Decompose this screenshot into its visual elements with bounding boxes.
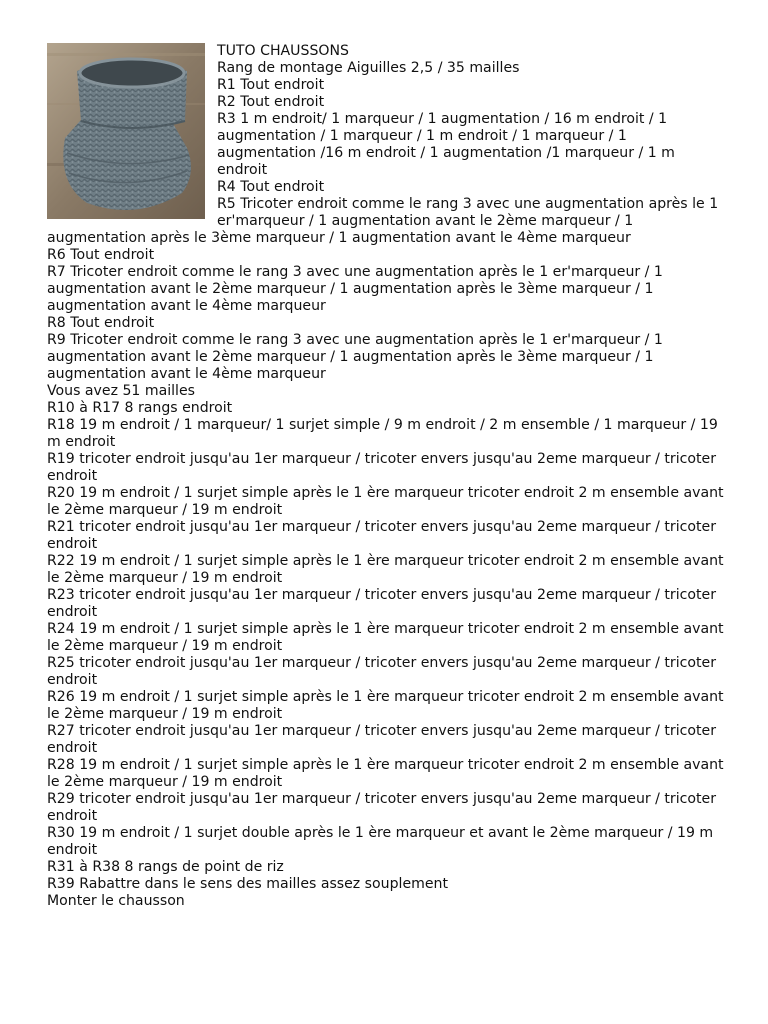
instruction-line: R31 à R38 8 rangs de point de riz <box>47 859 284 875</box>
instruction-line: R27 tricoter endroit jusqu'au 1er marqueur / tricoter envers jusqu'au 2eme marqueur / tricoter endroit <box>47 723 716 756</box>
instruction-line: Vous avez 51 mailles <box>47 383 195 399</box>
instruction-line: R26 19 m endroit / 1 surjet simple après le 1 ère marqueur tricoter endroit 2 m ensemble avant le 2ème marqueur / 19 m endroit <box>47 689 724 722</box>
bootie-photo <box>47 43 205 219</box>
instruction-line: R2 Tout endroit <box>217 94 325 110</box>
instruction-line: R25 tricoter endroit jusqu'au 1er marqueur / tricoter envers jusqu'au 2eme marqueur / tricoter endroit <box>47 655 716 688</box>
instruction-line: R22 19 m endroit / 1 surjet simple après le 1 ère marqueur tricoter endroit 2 m ensemble avant le 2ème marqueur / 19 m endroit <box>47 553 724 586</box>
instruction-line: R23 tricoter endroit jusqu'au 1er marqueur / tricoter envers jusqu'au 2eme marqueur / tricoter endroit <box>47 587 716 620</box>
document-body <box>47 43 727 910</box>
instruction-line: R30 19 m endroit / 1 surjet double après le 1 ère marqueur et avant le 2ème marqueur / 19 m endroit <box>47 825 714 858</box>
instruction-line: R4 Tout endroit <box>217 179 325 195</box>
instruction-line: R19 tricoter endroit jusqu'au 1er marqueur / tricoter envers jusqu'au 2eme marqueur / tricoter endroit <box>47 451 716 484</box>
instruction-line: R20 19 m endroit / 1 surjet simple après le 1 ère marqueur tricoter endroit 2 m ensemble avant le 2ème marqueur / 19 m endroit <box>47 485 724 518</box>
instruction-line: R18 19 m endroit / 1 marqueur/ 1 surjet simple / 9 m endroit / 2 m ensemble / 1 marqueur / 19 m endroit <box>47 417 718 450</box>
instruction-line: R29 tricoter endroit jusqu'au 1er marqueur / tricoter envers jusqu'au 2eme marqueur / tricoter endroit <box>47 791 716 824</box>
instruction-line: R21 tricoter endroit jusqu'au 1er marqueur / tricoter envers jusqu'au 2eme marqueur / tricoter endroit <box>47 519 716 552</box>
instruction-line: R28 19 m endroit / 1 surjet simple après le 1 ère marqueur tricoter endroit 2 m ensemble avant le 2ème marqueur / 19 m endroit <box>47 757 724 790</box>
instruction-line: R8 Tout endroit <box>47 315 155 331</box>
bootie-image <box>47 43 205 219</box>
instruction-line: R10 à R17 8 rangs endroit <box>47 400 233 416</box>
instruction-line: R6 Tout endroit <box>47 247 155 263</box>
instruction-line: R7 Tricoter endroit comme le rang 3 avec une augmentation après le 1 er'marqueur / 1 augmentation avant le 2ème marqueur / 1 augmentation après le 3ème marqueur / 1 augmentation avant le 4ème marqueur <box>47 264 663 314</box>
instruction-line: R3 1 m endroit/ 1 marqueur / 1 augmentation / 16 m endroit / 1 augmentation / 1 marqueur / 1 m endroit / 1 marqueur / 1 augmentation /16 m endroit / 1 augmentation /1 marqueur / 1 m endroit <box>217 111 675 178</box>
instruction-line: R1 Tout endroit <box>217 77 325 93</box>
cast-on-line: Rang de montage Aiguilles 2,5 / 35 mailles <box>217 60 520 76</box>
instruction-line: Monter le chausson <box>47 893 185 909</box>
document-title: TUTO CHAUSSONS <box>217 43 349 59</box>
instruction-line: R9 Tricoter endroit comme le rang 3 avec une augmentation après le 1 er'marqueur / 1 augmentation avant le 2ème marqueur / 1 augmentation après le 3ème marqueur / 1 augmentation avant le 4ème marqueur <box>47 332 663 382</box>
instruction-line: R39 Rabattre dans le sens des mailles assez souplement <box>47 876 448 892</box>
instruction-line: R5 Tricoter endroit comme le rang 3 avec une augmentation après le 1 er'marqueur / 1 augmentation avant le 2ème marqueur / 1 augmentation après le 3ème marqueur / 1 augmentation avant le 4ème marqueur <box>47 196 719 246</box>
instruction-line: R24 19 m endroit / 1 surjet simple après le 1 ère marqueur tricoter endroit 2 m ensemble avant le 2ème marqueur / 19 m endroit <box>47 621 724 654</box>
